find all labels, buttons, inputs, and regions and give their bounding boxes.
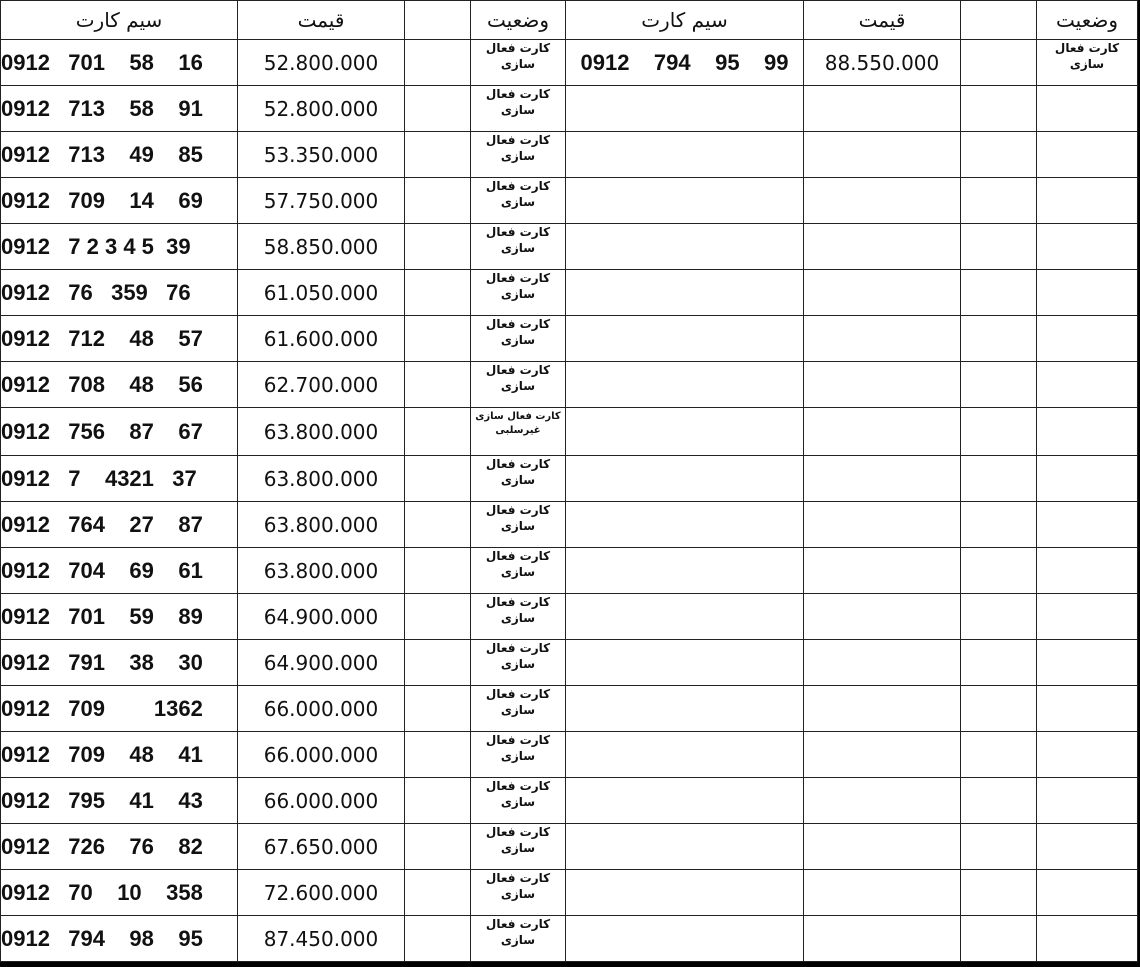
empty-cell — [804, 86, 961, 132]
empty-cell — [804, 548, 961, 594]
empty-cell — [961, 224, 1037, 270]
empty-cell — [1037, 778, 1138, 824]
sim-number: 0912 7 2 3 4 5 39 — [1, 224, 238, 270]
sim-number: 0912 70 10 358 — [1, 870, 238, 916]
sim-number: 0912 708 48 56 — [1, 362, 238, 408]
status-line: کارت فعال — [485, 917, 551, 931]
empty-cell — [405, 502, 471, 548]
empty-cell — [405, 548, 471, 594]
empty-cell — [1037, 548, 1138, 594]
status-line: کارت فعال — [485, 41, 551, 55]
empty-cell — [566, 640, 804, 686]
empty-cell — [566, 686, 804, 732]
empty-cell — [804, 916, 961, 962]
price: 61.600.000 — [238, 316, 405, 362]
status — [471, 40, 566, 86]
status-line: سازی — [500, 611, 536, 626]
table-row — [1, 86, 1138, 132]
price: 63.800.000 — [238, 502, 405, 548]
status-line: سازی — [500, 795, 536, 810]
status-line: سازی — [500, 473, 536, 488]
sim-number: 0912 76 359 76 — [1, 270, 238, 316]
empty-cell — [566, 316, 804, 362]
status-line: سازی — [500, 379, 536, 394]
price: 57.750.000 — [238, 178, 405, 224]
status — [1037, 40, 1138, 86]
header-row — [1, 1, 1138, 40]
header-price-left: قیمت — [238, 1, 405, 40]
empty-cell — [405, 178, 471, 224]
empty-cell — [804, 270, 961, 316]
empty-cell — [566, 824, 804, 870]
status — [471, 456, 566, 502]
empty-cell — [1037, 270, 1138, 316]
status-line: سازی — [500, 57, 536, 72]
empty-cell — [804, 362, 961, 408]
status-line: سازی — [500, 333, 536, 348]
status-line: کارت فعال — [485, 317, 551, 331]
status-line: کارت فعال — [485, 179, 551, 193]
status — [471, 86, 566, 132]
table-row — [1, 132, 1138, 178]
price: 53.350.000 — [238, 132, 405, 178]
table-row — [1, 502, 1138, 548]
status-line: غیرسلبی — [495, 424, 541, 436]
empty-cell — [566, 132, 804, 178]
status-line: کارت فعال — [485, 733, 551, 747]
status — [471, 594, 566, 640]
empty-cell — [961, 178, 1037, 224]
table-row — [1, 40, 1138, 86]
empty-cell — [1037, 916, 1138, 962]
empty-cell — [405, 456, 471, 502]
sim-number: 0912 709 48 41 — [1, 732, 238, 778]
status-line: کارت فعال — [1054, 41, 1120, 55]
header-sim-right: سیم کارت — [566, 1, 804, 40]
status-line: کارت فعال — [485, 133, 551, 147]
status-line: سازی — [500, 565, 536, 580]
sim-number: 0912 7 4321 37 — [1, 456, 238, 502]
header-spacer-left — [405, 1, 471, 40]
status — [471, 870, 566, 916]
empty-cell — [566, 362, 804, 408]
empty-cell — [961, 686, 1037, 732]
status — [471, 132, 566, 178]
status — [471, 686, 566, 732]
sim-number: 0912 791 38 30 — [1, 640, 238, 686]
empty-cell — [405, 132, 471, 178]
empty-cell — [566, 594, 804, 640]
empty-cell — [1037, 640, 1138, 686]
empty-cell — [804, 502, 961, 548]
status-line: سازی — [500, 287, 536, 302]
empty-cell — [566, 224, 804, 270]
price: 63.800.000 — [238, 548, 405, 594]
status-line: سازی — [500, 149, 536, 164]
status — [471, 316, 566, 362]
table-row — [1, 594, 1138, 640]
empty-cell — [405, 916, 471, 962]
table-row — [1, 686, 1138, 732]
empty-cell — [1037, 316, 1138, 362]
status-line: کارت فعال — [485, 225, 551, 239]
empty-cell — [961, 778, 1037, 824]
empty-cell — [405, 870, 471, 916]
header-spacer-right — [961, 1, 1037, 40]
empty-cell — [405, 594, 471, 640]
table-row — [1, 548, 1138, 594]
table-row — [1, 362, 1138, 408]
sim-number: 0912 794 95 99 — [566, 40, 804, 86]
empty-cell — [961, 408, 1037, 456]
status-line: سازی — [500, 703, 536, 718]
table-row — [1, 408, 1138, 456]
price: 58.850.000 — [238, 224, 405, 270]
empty-cell — [804, 132, 961, 178]
empty-cell — [804, 640, 961, 686]
status-line: کارت فعال — [485, 503, 551, 517]
empty-cell — [1037, 594, 1138, 640]
empty-cell — [566, 778, 804, 824]
empty-cell — [961, 132, 1037, 178]
status-line: سازی — [1069, 57, 1105, 72]
status-line: کارت فعال — [485, 779, 551, 793]
table-row — [1, 870, 1138, 916]
status-line: سازی — [500, 657, 536, 672]
status-line: کارت فعال — [485, 825, 551, 839]
status-line: سازی — [500, 887, 536, 902]
empty-cell — [566, 916, 804, 962]
empty-cell — [1037, 362, 1138, 408]
status-line: کارت فعال — [485, 641, 551, 655]
empty-cell — [566, 408, 804, 456]
table-row — [1, 640, 1138, 686]
status — [471, 824, 566, 870]
sim-number: 0912 712 48 57 — [1, 316, 238, 362]
sim-number: 0912 709 1362 — [1, 686, 238, 732]
empty-cell — [961, 548, 1037, 594]
table-row — [1, 778, 1138, 824]
sim-number: 0912 726 76 82 — [1, 824, 238, 870]
status-line: کارت فعال — [485, 363, 551, 377]
status-line: کارت فعال سازی — [475, 411, 561, 422]
status-line: کارت فعال — [485, 595, 551, 609]
status — [471, 362, 566, 408]
sim-number: 0912 756 87 67 — [1, 408, 238, 456]
empty-cell — [405, 224, 471, 270]
sim-number: 0912 764 27 87 — [1, 502, 238, 548]
status-line: سازی — [500, 749, 536, 764]
empty-cell — [405, 270, 471, 316]
status-line: کارت فعال — [485, 271, 551, 285]
price: 62.700.000 — [238, 362, 405, 408]
empty-cell — [961, 502, 1037, 548]
table-row — [1, 732, 1138, 778]
sim-number: 0912 701 59 89 — [1, 594, 238, 640]
status — [471, 778, 566, 824]
status-line: کارت فعال — [485, 549, 551, 563]
status — [471, 408, 566, 456]
status — [471, 224, 566, 270]
empty-cell — [961, 40, 1037, 86]
empty-cell — [566, 732, 804, 778]
status-line: سازی — [500, 933, 536, 948]
status — [471, 916, 566, 962]
price: 87.450.000 — [238, 916, 405, 962]
price: 72.600.000 — [238, 870, 405, 916]
sim-number: 0912 795 41 43 — [1, 778, 238, 824]
empty-cell — [1037, 686, 1138, 732]
empty-cell — [804, 870, 961, 916]
status-line: سازی — [500, 241, 536, 256]
empty-cell — [804, 408, 961, 456]
empty-cell — [566, 870, 804, 916]
empty-cell — [566, 178, 804, 224]
price: 64.900.000 — [238, 594, 405, 640]
empty-cell — [961, 732, 1037, 778]
price: 52.800.000 — [238, 40, 405, 86]
status — [471, 502, 566, 548]
empty-cell — [1037, 178, 1138, 224]
empty-cell — [961, 456, 1037, 502]
empty-cell — [405, 408, 471, 456]
empty-cell — [961, 916, 1037, 962]
empty-cell — [405, 86, 471, 132]
empty-cell — [1037, 502, 1138, 548]
empty-cell — [1037, 732, 1138, 778]
status-line: کارت فعال — [485, 871, 551, 885]
empty-cell — [804, 456, 961, 502]
header-sim-left: سیم کارت — [1, 1, 238, 40]
price: 88.550.000 — [804, 40, 961, 86]
status — [471, 732, 566, 778]
empty-cell — [1037, 132, 1138, 178]
price: 61.050.000 — [238, 270, 405, 316]
empty-cell — [804, 824, 961, 870]
status-line: کارت فعال — [485, 87, 551, 101]
sim-number: 0912 713 49 85 — [1, 132, 238, 178]
price: 63.800.000 — [238, 456, 405, 502]
empty-cell — [961, 870, 1037, 916]
status-line: سازی — [500, 103, 536, 118]
empty-cell — [1037, 224, 1138, 270]
sim-number: 0912 709 14 69 — [1, 178, 238, 224]
empty-cell — [405, 640, 471, 686]
empty-cell — [566, 86, 804, 132]
empty-cell — [566, 270, 804, 316]
sim-number: 0912 704 69 61 — [1, 548, 238, 594]
table-row — [1, 916, 1138, 962]
status — [471, 640, 566, 686]
empty-cell — [405, 362, 471, 408]
price: 63.800.000 — [238, 408, 405, 456]
table-row — [1, 270, 1138, 316]
empty-cell — [1037, 824, 1138, 870]
empty-cell — [405, 778, 471, 824]
empty-cell — [961, 594, 1037, 640]
sim-number: 0912 701 58 16 — [1, 40, 238, 86]
table-row — [1, 224, 1138, 270]
price: 67.650.000 — [238, 824, 405, 870]
table-row — [1, 456, 1138, 502]
empty-cell — [961, 316, 1037, 362]
header-price-right: قیمت — [804, 1, 961, 40]
empty-cell — [961, 640, 1037, 686]
empty-cell — [804, 316, 961, 362]
table-row — [1, 178, 1138, 224]
empty-cell — [1037, 408, 1138, 456]
table-row — [1, 824, 1138, 870]
empty-cell — [961, 86, 1037, 132]
empty-cell — [405, 824, 471, 870]
table-row — [1, 316, 1138, 362]
empty-cell — [804, 732, 961, 778]
empty-cell — [961, 362, 1037, 408]
price: 66.000.000 — [238, 778, 405, 824]
empty-cell — [405, 686, 471, 732]
sim-number: 0912 794 98 95 — [1, 916, 238, 962]
empty-cell — [566, 548, 804, 594]
status-line: سازی — [500, 841, 536, 856]
empty-cell — [961, 270, 1037, 316]
status-line: کارت فعال — [485, 687, 551, 701]
empty-cell — [1037, 870, 1138, 916]
empty-cell — [804, 224, 961, 270]
empty-cell — [405, 316, 471, 362]
status — [471, 178, 566, 224]
status — [471, 548, 566, 594]
price: 66.000.000 — [238, 686, 405, 732]
status-line: سازی — [500, 195, 536, 210]
empty-cell — [1037, 456, 1138, 502]
empty-cell — [405, 40, 471, 86]
empty-cell — [961, 824, 1037, 870]
empty-cell — [804, 778, 961, 824]
header-status-left: وضعیت — [471, 1, 566, 40]
empty-cell — [566, 456, 804, 502]
price: 64.900.000 — [238, 640, 405, 686]
empty-cell — [405, 732, 471, 778]
status — [471, 270, 566, 316]
empty-cell — [1037, 86, 1138, 132]
sim-number: 0912 713 58 91 — [1, 86, 238, 132]
empty-cell — [804, 594, 961, 640]
price: 66.000.000 — [238, 732, 405, 778]
empty-cell — [566, 502, 804, 548]
empty-cell — [804, 686, 961, 732]
status-line: سازی — [500, 519, 536, 534]
header-status-right: وضعیت — [1037, 1, 1138, 40]
empty-cell — [804, 178, 961, 224]
price: 52.800.000 — [238, 86, 405, 132]
status-line: کارت فعال — [485, 457, 551, 471]
